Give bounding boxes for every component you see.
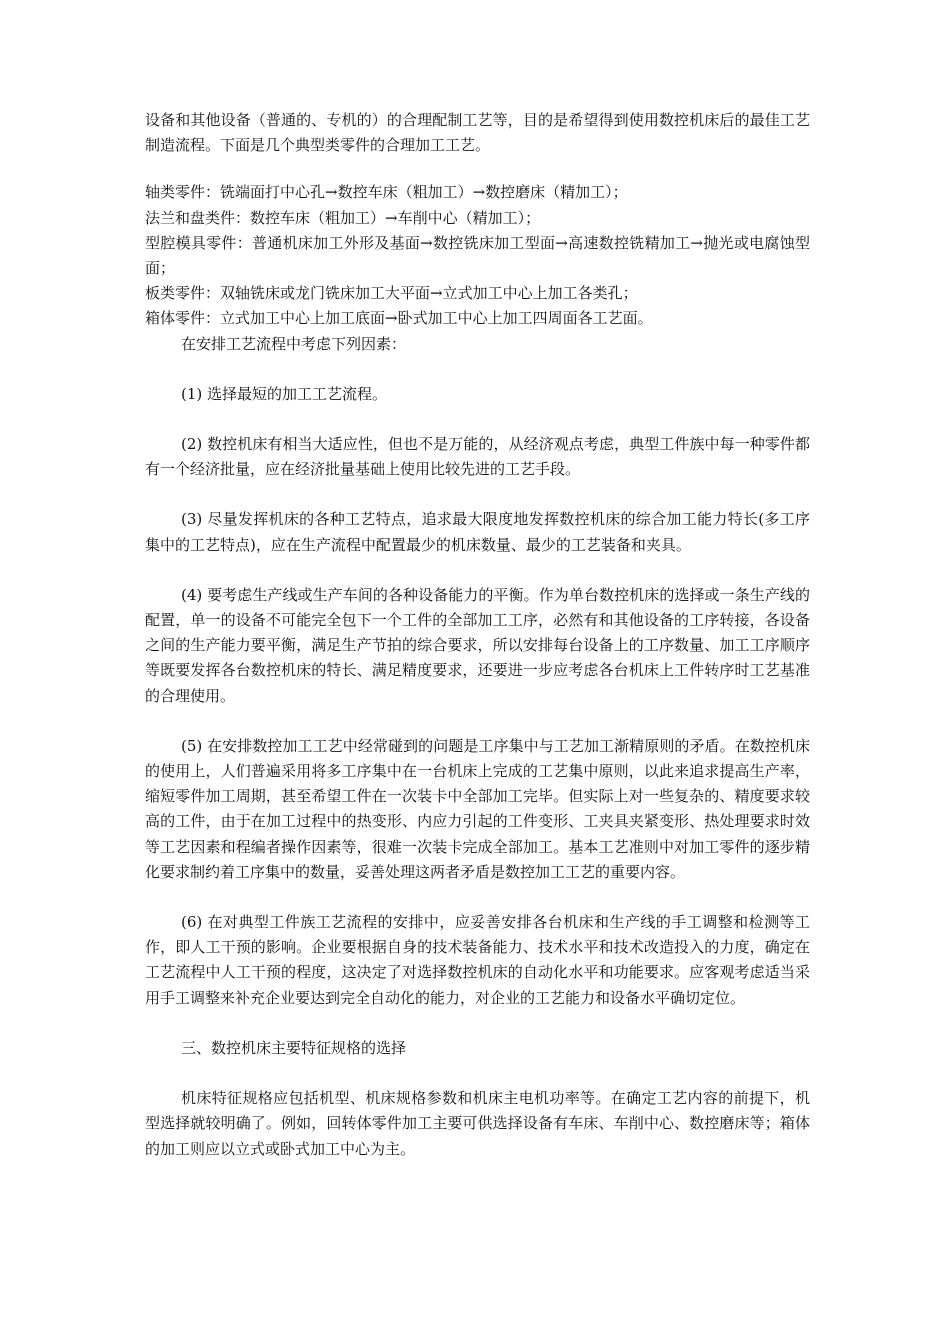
section-heading: 三、数控机床主要特征规格的选择 bbox=[181, 1038, 407, 1057]
part-line-box: 箱体零件：立式加工中心上加工底面→卧式加工中心上加工四周面各工艺面。 bbox=[145, 309, 653, 328]
factor-item-4: (4) 要考虑生产线或生产车间的各种设备能力的平衡。作为单台数控机床的选择或一条生产线的配置，单一的设备不可能完全包下一个工件的全部加工工序，必然有和其他设备的工序转接，各设备之间的生产能力要平衡，满足生产节拍的综合要求，所以安排每台设备上的工序数量、加工工序顺序等既要发挥各台数控机床的特长、满足精度要求，还要进一步应考虑各台机床上工件转序时工艺基准的合理使用。 bbox=[145, 585, 810, 705]
part-line-flange: 法兰和盘类件：数控车床（粗加工）→车削中心（精加工）； bbox=[145, 208, 541, 227]
part-line-mold: 型腔模具零件：普通机床加工外形及基面→数控铣床加工型面→高速数控铣精加工→抛光或电腐蚀型面； bbox=[145, 233, 810, 278]
factor-item-3: (3) 尽量发挥机床的各种工艺特点，追求最大限度地发挥数控机床的综合加工能力特长(多工序集中的工艺特点)，应在生产流程中配置最少的机床数量、最少的工艺装备和夹具。 bbox=[145, 510, 810, 554]
factor-item-6: (6) 在对典型工件族工艺流程的安排中，应妥善安排各台机床和生产线的手工调整和检测等工作，即人工干预的影响。企业要根据自身的技术装备能力、技术水平和技术改造投入的力度，确定在工艺流程中人工干预的程度，这决定了对选择数控机床的自动化水平和功能要求。应客观考虑适当采用手工调整来补充企业要达到完全自动化的能力，对企业的工艺能力和设备水平确切定位。 bbox=[145, 913, 810, 1007]
section-paragraph: 机床特征规格应包括机型、机床规格参数和机床主电机功率等。在确定工艺内容的前提下，机型选择就较明确了。例如，回转体零件加工主要可供选择设备有车床、车削中心、数控磨床等；箱体的加工则应以立式或卧式加工中心为主。 bbox=[145, 1089, 810, 1158]
factors-intro: 在安排工艺流程中考虑下列因素： bbox=[181, 334, 407, 353]
intro-paragraph: 设备和其他设备（普通的、专机的）的合理配制工艺等，目的是希望得到使用数控机床后的最佳工艺制造流程。下面是几个典型类零件的合理加工工艺。 bbox=[145, 111, 810, 155]
factor-item-1: (1) 选择最短的加工工艺流程。 bbox=[181, 384, 388, 403]
part-line-plate: 板类零件：双轴铣床或龙门铣床加工大平面→立式加工中心上加工各类孔； bbox=[145, 284, 638, 303]
factor-item-5: (5) 在安排数控加工工艺中经常碰到的问题是工序集中与工艺加工渐精原则的矛盾。在数控机床的使用上，人们普遍采用将多工序集中在一台机床上完成的工艺集中原则，以此来追求提高生产率，缩短零件加工周期，甚至希望工件在一次装卡中全部加工完毕。但实际上对一些复杂的、精度要求较高的工件，由于在加工过程中的热变形、内应力引起的工件变形、工夹具夹紧变形、热处理要求时效等工艺因素和程编者操作因素等，很难一次装卡完成全部加工。基本工艺准则中对加工零件的逐步精化要求制约着工序集中的数量，妥善处理这两者矛盾是数控加工工艺的重要内容。 bbox=[145, 736, 810, 881]
part-line-shaft: 轴类零件：铣端面打中心孔→数控车床（粗加工）→数控磨床（精加工）； bbox=[145, 183, 628, 202]
document-page bbox=[145, 108, 810, 1162]
factor-item-2: (2) 数控机床有相当大适应性，但也不是万能的，从经济观点考虑，典型工件族中每一种零件都有一个经济批量，应在经济批量基础上使用比较先进的工艺手段。 bbox=[145, 435, 810, 479]
